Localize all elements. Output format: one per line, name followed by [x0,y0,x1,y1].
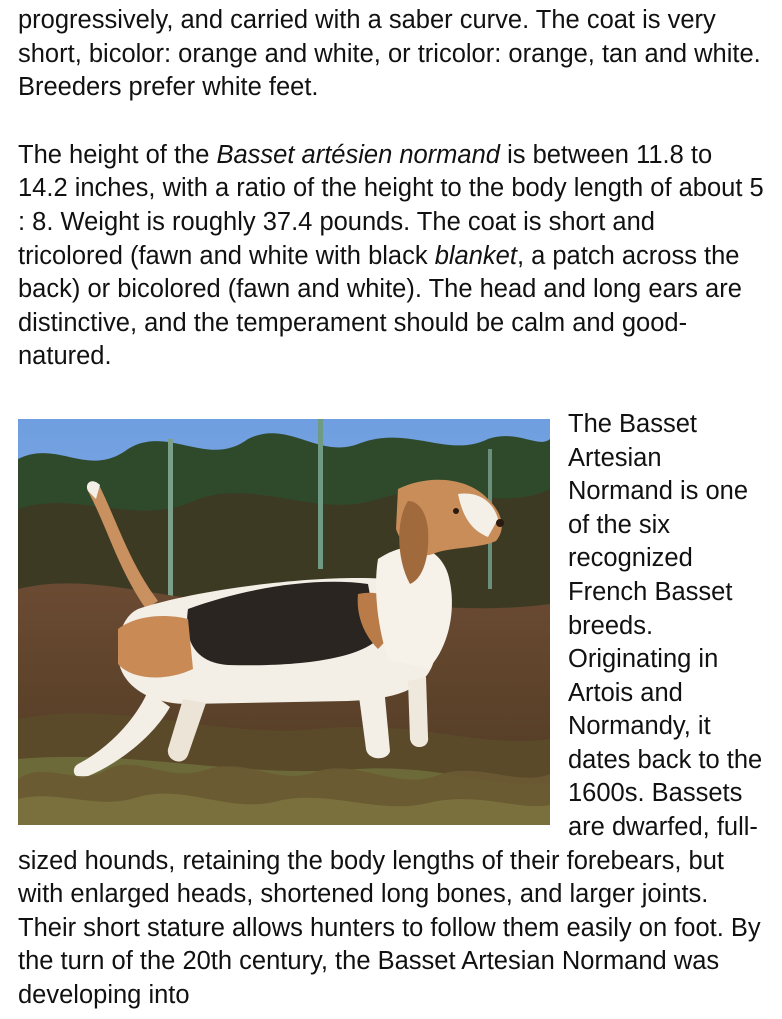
breed-name-italic: Basset artésien normand [216,140,500,169]
blanket-italic: blanket [434,241,517,270]
paragraph-coat: progressively, and carried with a saber curve. The coat is very short, bicolor: orange and white, or tricolor: orange, tan and white. Breeders prefer white feet. [18,6,761,102]
text-segment: The height of the [18,140,217,169]
paragraph-height [18,139,764,374]
photo-text-block [18,408,764,1013]
dog-photo [18,419,550,825]
text-segment: is between 11.8 to 14.2 inches, with a ratio of the height to the body length of about 5 : 8. Weight is roughly 37.4 pounds. The coat is short and tricolored (fawn and white with black [18,140,764,270]
paragraph-history: The Basset Artesian Normand is one of the six recognized French Basset breeds. Originating in Artois and Normandy, it dates back to the 1600s. Bassets are dwarfed, full-sized hounds, retaining the body lengths of their forebears, but with enlarged heads, shortened long bones, and larger joints. Their short stature allows hunters to follow them easily on foot. By the turn of the 20th century, the Basset Artesian Normand was developing into [18,409,763,1010]
dog-photo-icon [18,419,550,825]
text-segment: , a patch across the back) or bicolored (fawn and white). The head and long ears are distinctive, and the temperament should be calm and good-natured. [18,241,742,371]
